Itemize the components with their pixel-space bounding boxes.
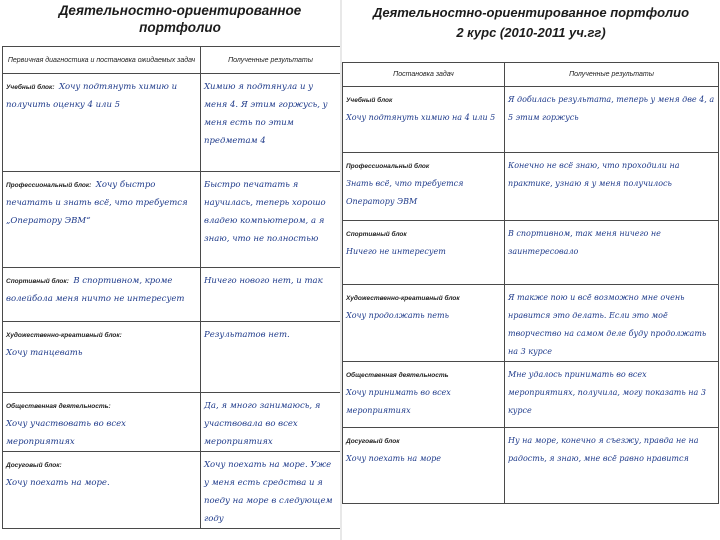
table-row	[343, 428, 719, 504]
block-label: Спортивный блок	[346, 231, 407, 238]
block-label: Художественно-креативный блок	[346, 295, 460, 302]
table-row	[3, 393, 341, 452]
table-row	[3, 74, 341, 172]
block-label: Общественная деятельность:	[6, 403, 111, 410]
handwritten-result: Химию я подтянула и у меня 4. Я этим горжусь, у меня есть по этим предметам 4	[204, 82, 328, 146]
handwritten-task: Хочу быстро печатать и знать всё, что требуется „Оператору ЭВМ“	[6, 180, 188, 226]
handwritten-task: В спортивном, кроме волейбола меня ничто не интересует	[6, 276, 185, 304]
left-header-results: Полученные результаты	[201, 47, 341, 74]
handwritten-task: Хочу участвовать во всех мероприятиях	[6, 419, 126, 447]
left-task-cell	[3, 322, 201, 393]
right-page-title: Деятельностно-ориентированное портфолио	[372, 5, 690, 20]
block-label: Общественная деятельность	[346, 372, 449, 379]
block-label: Художественно-креативный блок:	[6, 332, 122, 339]
left-result-cell	[201, 268, 341, 322]
handwritten-result: Ничего нового нет, и так	[204, 276, 323, 286]
handwritten-result: Я также пою и всё возможно мне очень нравится это делать. Если это моё творчество на самом деле буду продолжать на 3 курсе	[508, 293, 707, 356]
right-result-cell	[505, 87, 719, 153]
block-label: Учебный блок:	[6, 84, 55, 91]
right-header-results: Полученные результаты	[505, 63, 719, 87]
left-portfolio-sheet	[0, 0, 342, 540]
left-result-cell	[201, 74, 341, 172]
handwritten-result: Конечно не всё знаю, что проходили на практике, узнаю я у меня получилось	[508, 161, 680, 188]
table-row	[343, 362, 719, 428]
handwritten-result: Я добилась результата, теперь у меня две 4, а 5 этим горжусь	[508, 95, 715, 122]
table-row	[3, 268, 341, 322]
table-row	[3, 452, 341, 529]
handwritten-result: Ну на море, конечно я съезжу, правда не на радость, я знаю, мне всё равно нравится	[508, 436, 699, 463]
left-task-cell	[3, 172, 201, 268]
left-portfolio-table	[2, 46, 341, 529]
handwritten-task: Ничего не интересует	[346, 247, 446, 256]
right-task-cell	[343, 153, 505, 221]
left-result-cell	[201, 172, 341, 268]
right-task-cell	[343, 362, 505, 428]
handwritten-result: В спортивном, так меня ничего не заинтересовало	[508, 229, 661, 256]
handwritten-task: Хочу подтянуть химию и получить оценку 4 или 5	[6, 82, 178, 110]
handwritten-result: Мне удалось принимать во всех мероприятиях, получила, могу показать на 3 курсе	[508, 370, 706, 415]
handwritten-task: Хочу танцевать	[6, 348, 83, 358]
block-label: Профессиональный блок	[346, 163, 430, 170]
table-row	[343, 153, 719, 221]
handwritten-result: Результатов нет.	[204, 330, 290, 340]
block-label: Учебный блок	[346, 97, 393, 104]
handwritten-result: Быстро печатать я научилась, теперь хорошо владею компьютером, а я знаю, что не полностью	[204, 180, 326, 244]
left-header-diagnostics: Первичная диагностика и постановка ожидаемых задач	[3, 47, 201, 74]
handwritten-task: Хочу поехать на море	[346, 454, 442, 463]
right-task-cell	[343, 285, 505, 362]
left-task-cell	[3, 268, 201, 322]
block-label: Профессиональный блок:	[6, 182, 92, 189]
table-row	[343, 87, 719, 153]
handwritten-result: Да, я много занимаюсь, я участвовала во всех мероприятиях	[204, 401, 321, 447]
right-page-subtitle: 2 курс (2010-2011 уч.гг)	[456, 25, 606, 40]
handwritten-task: Хочу поехать на море.	[6, 478, 110, 488]
right-result-cell	[505, 285, 719, 362]
left-task-cell	[3, 452, 201, 529]
left-task-cell	[3, 393, 201, 452]
table-row	[3, 172, 341, 268]
right-header-tasks: Постановка задач	[343, 63, 505, 87]
right-task-cell	[343, 221, 505, 285]
handwritten-task: Знать всё, что требуется Оператору ЭВМ	[346, 179, 464, 206]
right-task-cell	[343, 87, 505, 153]
right-portfolio-table	[342, 62, 719, 504]
right-result-cell	[505, 221, 719, 285]
block-label: Досуговый блок	[346, 438, 400, 445]
handwritten-result: Хочу поехать на море. Уже у меня есть средства и я поеду на море в следующем году	[204, 460, 333, 524]
right-result-cell	[505, 153, 719, 221]
left-task-cell	[3, 74, 201, 172]
right-task-cell	[343, 428, 505, 504]
block-label: Досуговый блок:	[6, 462, 62, 469]
right-result-cell	[505, 428, 719, 504]
handwritten-task: Хочу принимать во всех мероприятиях	[346, 388, 451, 415]
block-label: Спортивный блок:	[6, 278, 69, 285]
table-row	[3, 322, 341, 393]
left-result-cell	[201, 322, 341, 393]
handwritten-task: Хочу подтянуть химию на 4 или 5	[346, 113, 496, 122]
handwritten-task: Хочу продолжать петь	[346, 311, 449, 320]
table-row	[343, 285, 719, 362]
right-result-cell	[505, 362, 719, 428]
left-result-cell	[201, 452, 341, 529]
left-result-cell	[201, 393, 341, 452]
right-portfolio-sheet	[342, 0, 720, 540]
left-page-title: Деятельностно-ориентированное портфолио	[58, 3, 302, 35]
table-row	[343, 221, 719, 285]
